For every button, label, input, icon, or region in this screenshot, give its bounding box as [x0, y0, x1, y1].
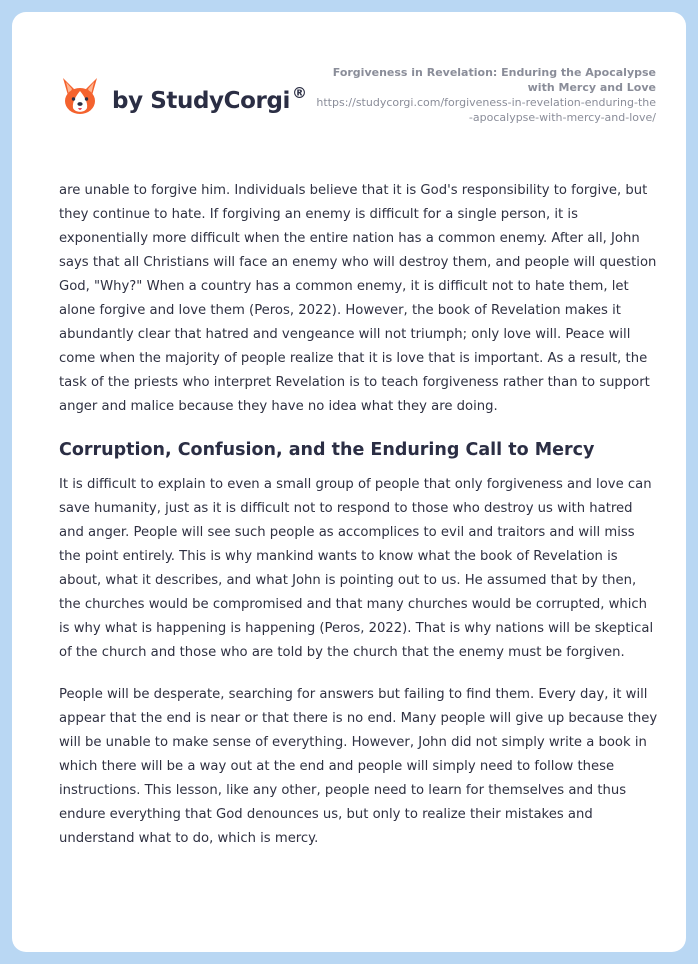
- page-header: [12, 12, 686, 172]
- body-paragraph: It is difficult to explain to even a small group of people that only forgiveness and love can save humanity, just as it is difficult not to respond to those who destroy us with hatred and anger. People will see such people as accomplices to evil and traitors and will miss the point entirely. This is why mankind wants to know what the book of Revelation is about, what it describes, and what John is pointing out to us. He assumed that by then, the churches would be compromised and that many churches would be corrupted, which is why what is happening is happening (Peros, 2022). That is why nations will be skeptical of the church and those who are told by the church that the enemy must be forgiven.: [59, 477, 654, 660]
- document-meta: [316, 66, 656, 125]
- document-page: [12, 12, 686, 952]
- document-url[interactable]: https://studycorgi.com/forgiveness-in-revelation-enduring-the-apocalypse-with-mercy-and-love/: [316, 96, 656, 124]
- registered-mark: ®: [292, 84, 307, 102]
- intro-paragraph: are unable to forgive him. Individuals believe that it is God's responsibility to forgive, but they continue to hate. If forgiving an enemy is difficult for a single person, it is exponentially more difficult when the entire nation has a common enemy. After all, John says that all Christians will face an enemy who will destroy them, and people will question God, "Why?" When a country has a common enemy, it is difficult not to hate them, let alone forgive and love them (Peros, 2022). However, the book of Revelation makes it abundantly clear that hatred and vengeance will not triumph; only love will. Peace will come when the majority of people realize that it is love that is important. As a result, the task of the priests who interpret Revelation is to teach forgiveness rather than to support anger and malice because they have no idea what they are doing.: [59, 183, 657, 414]
- article-body: [59, 179, 659, 851]
- corgi-icon: [58, 74, 102, 118]
- studycorgi-logo[interactable]: [58, 74, 307, 118]
- section-heading: Corruption, Confusion, and the Enduring Call to Mercy: [59, 440, 595, 460]
- document-title: Forgiveness in Revelation: Enduring the Apocalypse with Mercy and Love: [332, 66, 656, 94]
- brand-name: by StudyCorgi ®: [112, 84, 307, 114]
- body-paragraph: People will be desperate, searching for answers but failing to find them. Every day, it will appear that the end is near or that there is no end. Many people will give up because they will be unable to make sense of everything. However, John did not simply write a book in which there will be a way out at the end and people will simply need to follow these instructions. This lesson, like any other, people need to learn for themselves and thus endure everything that God denounces us, but only to realize their mistakes and understand what to do, which is mercy.: [59, 687, 658, 846]
